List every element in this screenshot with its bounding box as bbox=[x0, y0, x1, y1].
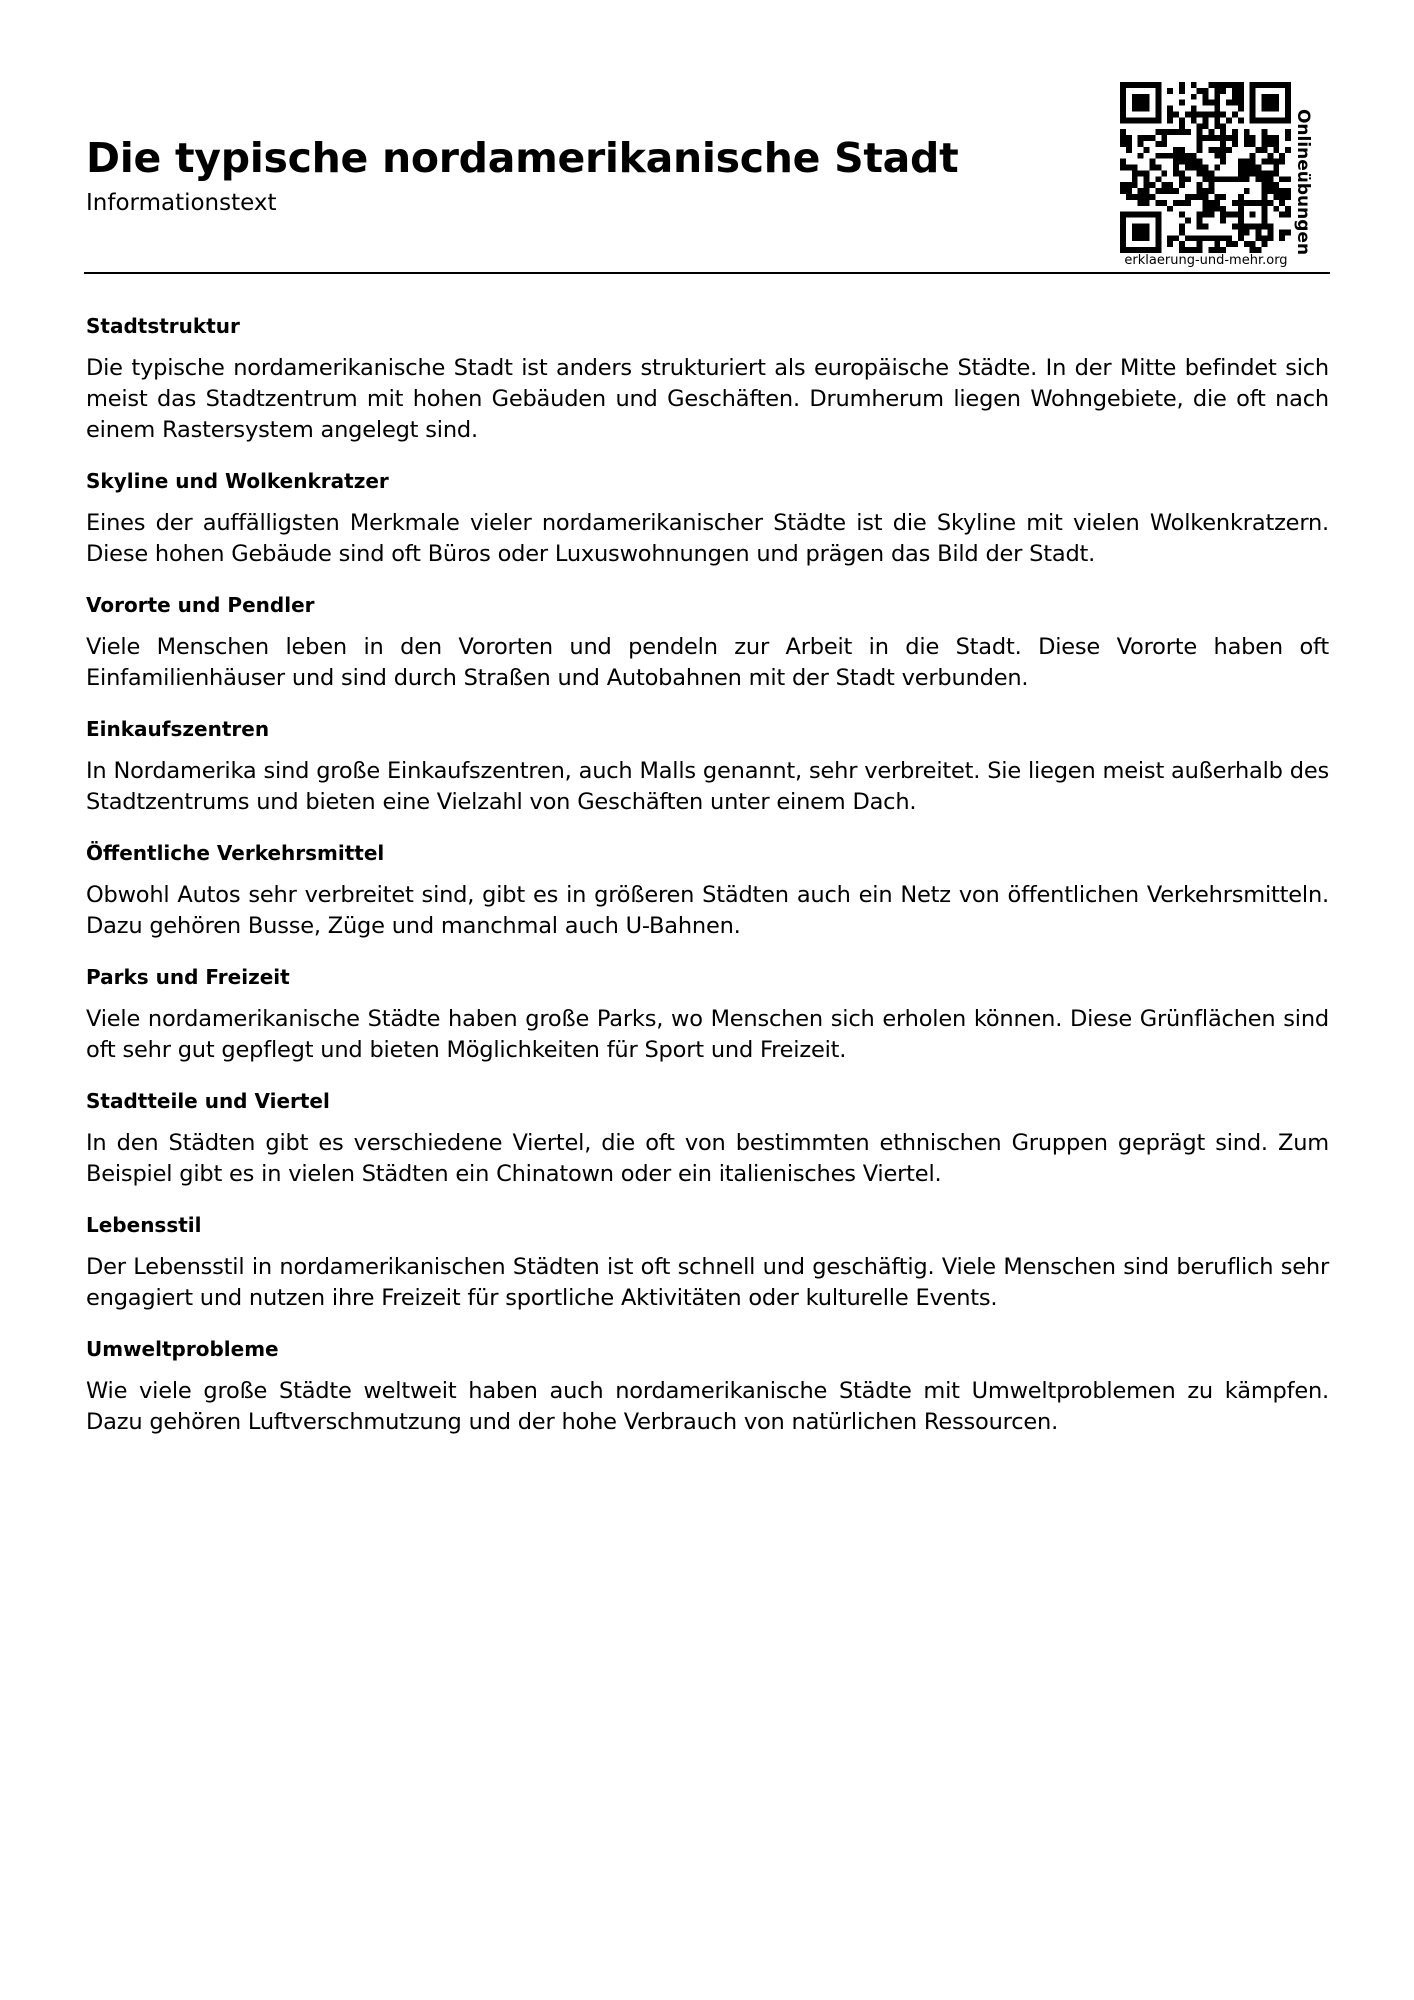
section bbox=[86, 313, 1329, 446]
section-text: Der Lebensstil in nordamerikanischen Städten ist oft schnell und geschäftig. Viele Menschen sind beruflich sehr engagiert und nutzen ihre Freizeit für sportliche Aktivitäten oder kulturelle Events. bbox=[86, 1254, 1329, 1311]
qr-code[interactable] bbox=[1120, 82, 1291, 253]
section-text: Die typische nordamerikanische Stadt ist anders strukturiert als europäische Städte. In der Mitte befindet sich meist das Stadtzentrum mit hohen Gebäuden und Geschäften. Drumherum liegen Wohngebiete, die oft nach einem Rastersystem angelegt sind. bbox=[86, 355, 1329, 443]
page-subtitle: Informationstext bbox=[86, 190, 277, 216]
section-heading: Skyline und Wolkenkratzer bbox=[86, 469, 389, 493]
section-text: Eines der auffälligsten Merkmale vieler nordamerikanischer Städte ist die Skyline mit vielen Wolkenkratzern. Diese hohen Gebäude sind oft Büros oder Luxuswohnungen und prägen das Bild der Stadt. bbox=[86, 510, 1329, 567]
main-content bbox=[86, 313, 1329, 1460]
online-exercises-label bbox=[1289, 102, 1321, 262]
section bbox=[86, 840, 1329, 942]
section-text: In den Städten gibt es verschiedene Viertel, die oft von bestimmten ethnischen Gruppen geprägt sind. Zum Beispiel gibt es in vielen Städten ein Chinatown oder ein italienisches Viertel. bbox=[86, 1130, 1329, 1187]
section bbox=[86, 964, 1329, 1066]
section-heading: Lebensstil bbox=[86, 1213, 202, 1237]
section-heading: Stadtteile und Viertel bbox=[86, 1089, 330, 1113]
section-text: Obwohl Autos sehr verbreitet sind, gibt es in größeren Städten auch ein Netz von öffentlichen Verkehrsmitteln. Dazu gehören Busse, Züge und manchmal auch U-Bahnen. bbox=[86, 882, 1329, 939]
section-heading: Stadtstruktur bbox=[86, 314, 240, 338]
page-title: Die typische nordamerikanische Stadt bbox=[86, 134, 959, 182]
section bbox=[86, 1336, 1329, 1438]
section-text: Viele nordamerikanische Städte haben große Parks, wo Menschen sich erholen können. Diese Grünflächen sind oft sehr gut gepflegt und bieten Möglichkeiten für Sport und Freizeit. bbox=[86, 1006, 1329, 1063]
section-heading: Öffentliche Verkehrsmittel bbox=[86, 841, 385, 865]
section-heading: Vororte und Pendler bbox=[86, 593, 315, 617]
section-text: In Nordamerika sind große Einkaufszentren, auch Malls genannt, sehr verbreitet. Sie liegen meist außerhalb des Stadtzentrums und bieten eine Vielzahl von Geschäften unter einem Dach. bbox=[86, 758, 1329, 815]
website-label[interactable]: erklaerung-und-mehr.org bbox=[1124, 253, 1288, 268]
section-heading: Parks und Freizeit bbox=[86, 965, 290, 989]
section bbox=[86, 468, 1329, 570]
section-heading: Umweltprobleme bbox=[86, 1337, 279, 1361]
section-text: Viele Menschen leben in den Vororten und pendeln zur Arbeit in die Stadt. Diese Vororte haben oft Einfamilienhäuser und sind durch Straßen und Autobahnen mit der Stadt verbunden. bbox=[86, 634, 1329, 691]
section bbox=[86, 1212, 1329, 1314]
header-divider bbox=[84, 272, 1330, 274]
section bbox=[86, 716, 1329, 818]
section-text: Wie viele große Städte weltweit haben auch nordamerikanische Städte mit Umweltproblemen zu kämpfen. Dazu gehören Luftverschmutzung und der hohe Verbrauch von natürlichen Ressourcen. bbox=[86, 1378, 1329, 1435]
section bbox=[86, 1088, 1329, 1190]
section bbox=[86, 592, 1329, 694]
section-heading: Einkaufszentren bbox=[86, 717, 270, 741]
online-exercises-text: Onlineübungen bbox=[1293, 108, 1313, 256]
